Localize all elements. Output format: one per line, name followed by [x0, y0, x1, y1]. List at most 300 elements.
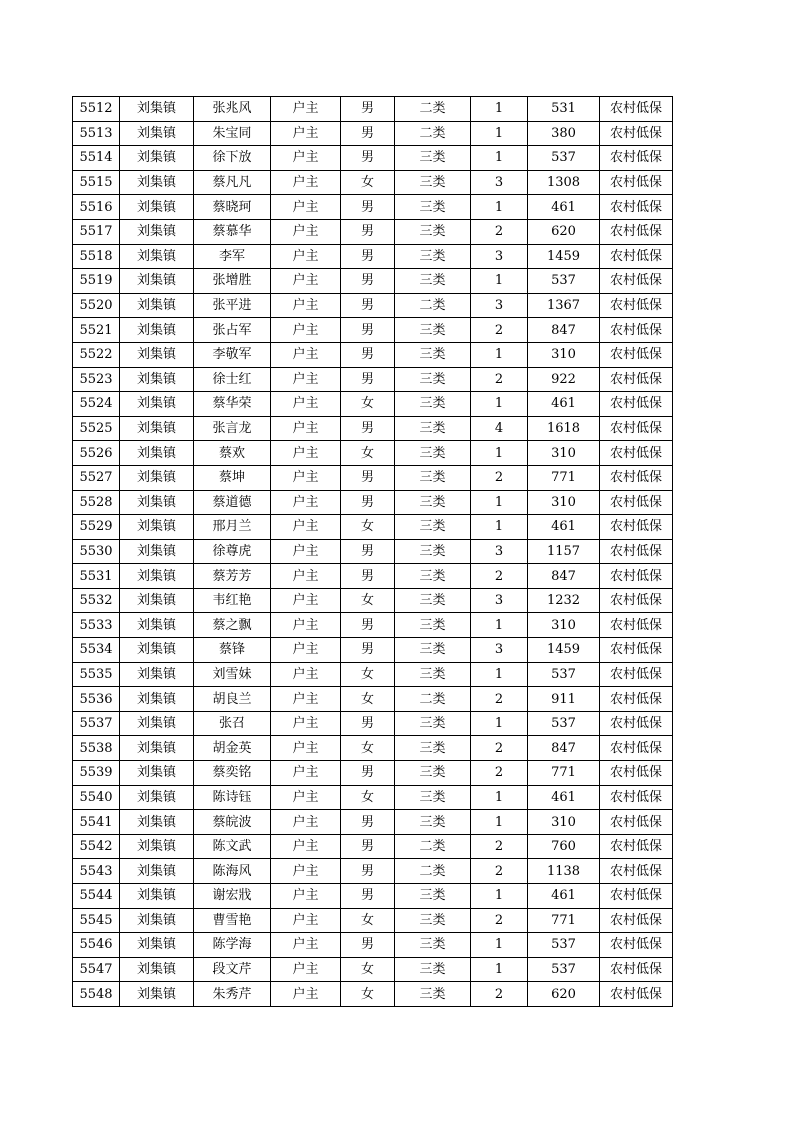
gender-cell: 男	[341, 613, 395, 638]
relation-cell: 户主	[271, 490, 341, 515]
household-size-cell: 2	[471, 736, 528, 761]
town-cell: 刘集镇	[120, 367, 194, 392]
gender-cell: 男	[341, 146, 395, 171]
amount-cell: 847	[528, 564, 600, 589]
household-size-cell: 1	[471, 785, 528, 810]
aid-type-cell: 农村低保	[600, 293, 673, 318]
town-cell: 刘集镇	[120, 244, 194, 269]
amount-cell: 537	[528, 146, 600, 171]
gender-cell: 男	[341, 859, 395, 884]
town-cell: 刘集镇	[120, 810, 194, 835]
household-size-cell: 1	[471, 121, 528, 146]
amount-cell: 380	[528, 121, 600, 146]
household-size-cell: 1	[471, 884, 528, 909]
aid-type-cell: 农村低保	[600, 613, 673, 638]
relation-cell: 户主	[271, 588, 341, 613]
record-number-cell: 5546	[73, 933, 120, 958]
amount-cell: 537	[528, 269, 600, 294]
table-row	[73, 269, 673, 294]
aid-type-cell: 农村低保	[600, 687, 673, 712]
amount-cell: 620	[528, 982, 600, 1007]
table-row	[73, 392, 673, 417]
table-row	[73, 564, 673, 589]
category-cell: 三类	[395, 908, 471, 933]
table-row	[73, 318, 673, 343]
gender-cell: 女	[341, 957, 395, 982]
relation-cell: 户主	[271, 269, 341, 294]
relation-cell: 户主	[271, 564, 341, 589]
aid-type-cell: 农村低保	[600, 465, 673, 490]
category-cell: 三类	[395, 884, 471, 909]
record-number-cell: 5518	[73, 244, 120, 269]
category-cell: 三类	[395, 219, 471, 244]
name-cell: 蔡之飘	[194, 613, 271, 638]
amount-cell: 771	[528, 908, 600, 933]
name-cell: 张平进	[194, 293, 271, 318]
category-cell: 三类	[395, 957, 471, 982]
table-row	[73, 515, 673, 540]
category-cell: 三类	[395, 416, 471, 441]
amount-cell: 1308	[528, 170, 600, 195]
town-cell: 刘集镇	[120, 416, 194, 441]
relation-cell: 户主	[271, 318, 341, 343]
table-row	[73, 761, 673, 786]
town-cell: 刘集镇	[120, 711, 194, 736]
gender-cell: 男	[341, 244, 395, 269]
table-row	[73, 342, 673, 367]
record-number-cell: 5517	[73, 219, 120, 244]
gender-cell: 男	[341, 318, 395, 343]
amount-cell: 461	[528, 884, 600, 909]
aid-type-cell: 农村低保	[600, 810, 673, 835]
aid-type-cell: 农村低保	[600, 736, 673, 761]
household-size-cell: 2	[471, 318, 528, 343]
record-number-cell: 5519	[73, 269, 120, 294]
category-cell: 三类	[395, 318, 471, 343]
category-cell: 三类	[395, 810, 471, 835]
category-cell: 三类	[395, 244, 471, 269]
amount-cell: 847	[528, 318, 600, 343]
amount-cell: 310	[528, 342, 600, 367]
record-number-cell: 5536	[73, 687, 120, 712]
town-cell: 刘集镇	[120, 908, 194, 933]
town-cell: 刘集镇	[120, 785, 194, 810]
name-cell: 陈海风	[194, 859, 271, 884]
table-row	[73, 687, 673, 712]
category-cell: 三类	[395, 342, 471, 367]
relation-cell: 户主	[271, 613, 341, 638]
name-cell: 朱秀芹	[194, 982, 271, 1007]
table-row	[73, 884, 673, 909]
household-size-cell: 2	[471, 219, 528, 244]
household-size-cell: 3	[471, 244, 528, 269]
table-row	[73, 490, 673, 515]
category-cell: 三类	[395, 662, 471, 687]
amount-cell: 537	[528, 711, 600, 736]
amount-cell: 1459	[528, 244, 600, 269]
relation-cell: 户主	[271, 982, 341, 1007]
town-cell: 刘集镇	[120, 662, 194, 687]
category-cell: 三类	[395, 982, 471, 1007]
record-number-cell: 5541	[73, 810, 120, 835]
gender-cell: 女	[341, 662, 395, 687]
record-number-cell: 5528	[73, 490, 120, 515]
amount-cell: 771	[528, 465, 600, 490]
table-row	[73, 244, 673, 269]
aid-type-cell: 农村低保	[600, 269, 673, 294]
aid-type-cell: 农村低保	[600, 244, 673, 269]
relation-cell: 户主	[271, 638, 341, 663]
amount-cell: 537	[528, 662, 600, 687]
relation-cell: 户主	[271, 884, 341, 909]
amount-cell: 310	[528, 810, 600, 835]
name-cell: 蔡芳芳	[194, 564, 271, 589]
name-cell: 张兆风	[194, 97, 271, 122]
gender-cell: 女	[341, 982, 395, 1007]
town-cell: 刘集镇	[120, 342, 194, 367]
town-cell: 刘集镇	[120, 982, 194, 1007]
gender-cell: 男	[341, 465, 395, 490]
relation-cell: 户主	[271, 761, 341, 786]
household-size-cell: 1	[471, 933, 528, 958]
name-cell: 陈学海	[194, 933, 271, 958]
aid-type-cell: 农村低保	[600, 170, 673, 195]
relation-cell: 户主	[271, 367, 341, 392]
household-size-cell: 1	[471, 97, 528, 122]
relation-cell: 户主	[271, 170, 341, 195]
household-size-cell: 3	[471, 588, 528, 613]
table-row	[73, 539, 673, 564]
amount-cell: 461	[528, 515, 600, 540]
table-row	[73, 810, 673, 835]
town-cell: 刘集镇	[120, 318, 194, 343]
aid-type-cell: 农村低保	[600, 638, 673, 663]
town-cell: 刘集镇	[120, 121, 194, 146]
aid-type-cell: 农村低保	[600, 982, 673, 1007]
gender-cell: 男	[341, 269, 395, 294]
table-row	[73, 170, 673, 195]
table-row	[73, 908, 673, 933]
aid-type-cell: 农村低保	[600, 834, 673, 859]
record-number-cell: 5544	[73, 884, 120, 909]
amount-cell: 1367	[528, 293, 600, 318]
table-row	[73, 982, 673, 1007]
relation-cell: 户主	[271, 293, 341, 318]
aid-type-cell: 农村低保	[600, 318, 673, 343]
gender-cell: 女	[341, 785, 395, 810]
amount-cell: 771	[528, 761, 600, 786]
record-number-cell: 5520	[73, 293, 120, 318]
relation-cell: 户主	[271, 539, 341, 564]
amount-cell: 1459	[528, 638, 600, 663]
aid-type-cell: 农村低保	[600, 761, 673, 786]
gender-cell: 男	[341, 539, 395, 564]
table-row	[73, 711, 673, 736]
name-cell: 陈诗钰	[194, 785, 271, 810]
category-cell: 三类	[395, 711, 471, 736]
aid-type-cell: 农村低保	[600, 662, 673, 687]
name-cell: 张召	[194, 711, 271, 736]
table-row	[73, 97, 673, 122]
household-size-cell: 1	[471, 810, 528, 835]
aid-type-cell: 农村低保	[600, 711, 673, 736]
name-cell: 蔡奕铭	[194, 761, 271, 786]
category-cell: 三类	[395, 539, 471, 564]
table-row	[73, 121, 673, 146]
name-cell: 蔡锋	[194, 638, 271, 663]
aid-type-cell: 农村低保	[600, 515, 673, 540]
town-cell: 刘集镇	[120, 441, 194, 466]
aid-type-cell: 农村低保	[600, 146, 673, 171]
record-number-cell: 5531	[73, 564, 120, 589]
gender-cell: 男	[341, 367, 395, 392]
aid-type-cell: 农村低保	[600, 441, 673, 466]
name-cell: 胡良兰	[194, 687, 271, 712]
table-row	[73, 465, 673, 490]
gender-cell: 男	[341, 342, 395, 367]
name-cell: 徐尊虎	[194, 539, 271, 564]
record-number-cell: 5532	[73, 588, 120, 613]
table-row	[73, 638, 673, 663]
household-size-cell: 1	[471, 490, 528, 515]
town-cell: 刘集镇	[120, 219, 194, 244]
town-cell: 刘集镇	[120, 588, 194, 613]
relation-cell: 户主	[271, 859, 341, 884]
household-size-cell: 2	[471, 687, 528, 712]
relation-cell: 户主	[271, 219, 341, 244]
category-cell: 二类	[395, 687, 471, 712]
household-size-cell: 3	[471, 293, 528, 318]
gender-cell: 女	[341, 392, 395, 417]
town-cell: 刘集镇	[120, 638, 194, 663]
town-cell: 刘集镇	[120, 564, 194, 589]
gender-cell: 女	[341, 687, 395, 712]
name-cell: 蔡华荣	[194, 392, 271, 417]
aid-type-cell: 农村低保	[600, 564, 673, 589]
amount-cell: 1618	[528, 416, 600, 441]
household-size-cell: 3	[471, 539, 528, 564]
record-number-cell: 5523	[73, 367, 120, 392]
amount-cell: 461	[528, 392, 600, 417]
amount-cell: 760	[528, 834, 600, 859]
town-cell: 刘集镇	[120, 269, 194, 294]
name-cell: 蔡凡凡	[194, 170, 271, 195]
relation-cell: 户主	[271, 392, 341, 417]
gender-cell: 女	[341, 515, 395, 540]
category-cell: 三类	[395, 785, 471, 810]
gender-cell: 男	[341, 810, 395, 835]
record-number-cell: 5533	[73, 613, 120, 638]
name-cell: 李军	[194, 244, 271, 269]
table-row	[73, 416, 673, 441]
town-cell: 刘集镇	[120, 195, 194, 220]
household-size-cell: 2	[471, 564, 528, 589]
record-number-cell: 5543	[73, 859, 120, 884]
name-cell: 邢月兰	[194, 515, 271, 540]
category-cell: 二类	[395, 293, 471, 318]
gender-cell: 女	[341, 908, 395, 933]
table-row	[73, 957, 673, 982]
aid-type-cell: 农村低保	[600, 785, 673, 810]
category-cell: 二类	[395, 121, 471, 146]
town-cell: 刘集镇	[120, 761, 194, 786]
town-cell: 刘集镇	[120, 97, 194, 122]
gender-cell: 女	[341, 736, 395, 761]
household-size-cell: 3	[471, 170, 528, 195]
aid-type-cell: 农村低保	[600, 884, 673, 909]
relation-cell: 户主	[271, 662, 341, 687]
household-size-cell: 2	[471, 982, 528, 1007]
amount-cell: 310	[528, 490, 600, 515]
name-cell: 张增胜	[194, 269, 271, 294]
amount-cell: 461	[528, 195, 600, 220]
household-size-cell: 1	[471, 342, 528, 367]
name-cell: 刘雪妹	[194, 662, 271, 687]
category-cell: 三类	[395, 588, 471, 613]
amount-cell: 537	[528, 933, 600, 958]
category-cell: 三类	[395, 638, 471, 663]
record-number-cell: 5534	[73, 638, 120, 663]
gender-cell: 男	[341, 416, 395, 441]
name-cell: 张言龙	[194, 416, 271, 441]
relation-cell: 户主	[271, 908, 341, 933]
record-number-cell: 5526	[73, 441, 120, 466]
relation-cell: 户主	[271, 465, 341, 490]
household-size-cell: 2	[471, 834, 528, 859]
record-number-cell: 5516	[73, 195, 120, 220]
gender-cell: 男	[341, 121, 395, 146]
household-size-cell: 2	[471, 761, 528, 786]
record-number-cell: 5514	[73, 146, 120, 171]
table-row	[73, 195, 673, 220]
table-row	[73, 834, 673, 859]
name-cell: 张占军	[194, 318, 271, 343]
category-cell: 三类	[395, 441, 471, 466]
table-row	[73, 441, 673, 466]
town-cell: 刘集镇	[120, 859, 194, 884]
record-number-cell: 5512	[73, 97, 120, 122]
record-number-cell: 5513	[73, 121, 120, 146]
town-cell: 刘集镇	[120, 613, 194, 638]
aid-type-cell: 农村低保	[600, 490, 673, 515]
relation-cell: 户主	[271, 834, 341, 859]
name-cell: 蔡欢	[194, 441, 271, 466]
category-cell: 二类	[395, 834, 471, 859]
table-row	[73, 933, 673, 958]
relation-cell: 户主	[271, 146, 341, 171]
table-row	[73, 293, 673, 318]
aid-type-cell: 农村低保	[600, 219, 673, 244]
record-number-cell: 5535	[73, 662, 120, 687]
name-cell: 段文芹	[194, 957, 271, 982]
household-size-cell: 1	[471, 515, 528, 540]
category-cell: 三类	[395, 170, 471, 195]
name-cell: 徐下放	[194, 146, 271, 171]
record-number-cell: 5525	[73, 416, 120, 441]
table-row	[73, 146, 673, 171]
gender-cell: 男	[341, 933, 395, 958]
town-cell: 刘集镇	[120, 834, 194, 859]
table-row	[73, 613, 673, 638]
name-cell: 韦红艳	[194, 588, 271, 613]
amount-cell: 1157	[528, 539, 600, 564]
household-size-cell: 1	[471, 957, 528, 982]
town-cell: 刘集镇	[120, 170, 194, 195]
record-number-cell: 5515	[73, 170, 120, 195]
relation-cell: 户主	[271, 687, 341, 712]
category-cell: 三类	[395, 195, 471, 220]
gender-cell: 女	[341, 441, 395, 466]
aid-type-cell: 农村低保	[600, 121, 673, 146]
table-row	[73, 588, 673, 613]
town-cell: 刘集镇	[120, 687, 194, 712]
gender-cell: 女	[341, 170, 395, 195]
table-row	[73, 367, 673, 392]
town-cell: 刘集镇	[120, 933, 194, 958]
household-size-cell: 2	[471, 908, 528, 933]
name-cell: 朱宝同	[194, 121, 271, 146]
record-number-cell: 5527	[73, 465, 120, 490]
name-cell: 陈文武	[194, 834, 271, 859]
gender-cell: 男	[341, 638, 395, 663]
gender-cell: 男	[341, 195, 395, 220]
aid-type-cell: 农村低保	[600, 367, 673, 392]
relation-cell: 户主	[271, 121, 341, 146]
relation-cell: 户主	[271, 736, 341, 761]
gender-cell: 男	[341, 293, 395, 318]
record-number-cell: 5548	[73, 982, 120, 1007]
amount-cell: 310	[528, 613, 600, 638]
relation-cell: 户主	[271, 933, 341, 958]
relation-cell: 户主	[271, 515, 341, 540]
name-cell: 胡金英	[194, 736, 271, 761]
amount-cell: 911	[528, 687, 600, 712]
category-cell: 三类	[395, 736, 471, 761]
town-cell: 刘集镇	[120, 957, 194, 982]
category-cell: 二类	[395, 97, 471, 122]
table-row	[73, 736, 673, 761]
relation-cell: 户主	[271, 195, 341, 220]
aid-type-cell: 农村低保	[600, 342, 673, 367]
household-size-cell: 2	[471, 465, 528, 490]
town-cell: 刘集镇	[120, 490, 194, 515]
amount-cell: 310	[528, 441, 600, 466]
household-size-cell: 4	[471, 416, 528, 441]
town-cell: 刘集镇	[120, 539, 194, 564]
aid-type-cell: 农村低保	[600, 588, 673, 613]
aid-type-cell: 农村低保	[600, 859, 673, 884]
name-cell: 蔡慕华	[194, 219, 271, 244]
household-size-cell: 1	[471, 269, 528, 294]
relation-cell: 户主	[271, 342, 341, 367]
relation-cell: 户主	[271, 810, 341, 835]
table-row	[73, 219, 673, 244]
household-size-cell: 1	[471, 441, 528, 466]
household-size-cell: 1	[471, 195, 528, 220]
category-cell: 三类	[395, 490, 471, 515]
record-number-cell: 5529	[73, 515, 120, 540]
record-number-cell: 5540	[73, 785, 120, 810]
household-size-cell: 1	[471, 711, 528, 736]
category-cell: 三类	[395, 367, 471, 392]
relation-cell: 户主	[271, 441, 341, 466]
table-body	[73, 97, 673, 1007]
town-cell: 刘集镇	[120, 293, 194, 318]
relation-cell: 户主	[271, 244, 341, 269]
record-number-cell: 5542	[73, 834, 120, 859]
amount-cell: 847	[528, 736, 600, 761]
gender-cell: 男	[341, 564, 395, 589]
